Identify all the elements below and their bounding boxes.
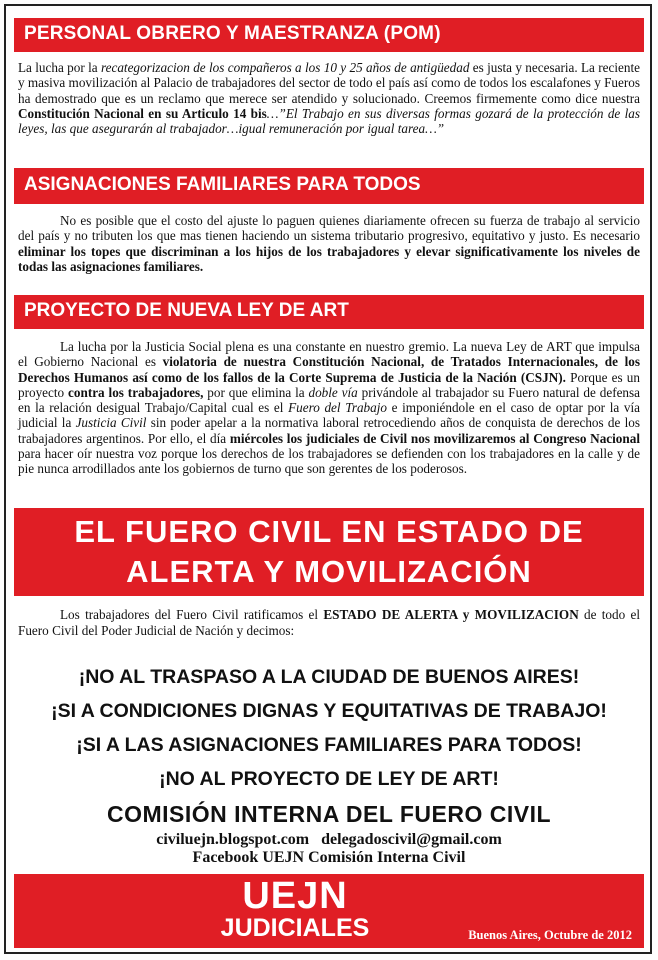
section-title-asignaciones: ASIGNACIONES FAMILIARES PARA TODOS	[24, 174, 421, 195]
text-run: La lucha por la Justicia Social plena es una constante en nuestro gremio. La nueva Ley de ART que impulsa el Gobierno Nacional es	[18, 339, 640, 370]
contact-block	[0, 831, 658, 867]
text-run: privándole al trabajador su Fuero natural de defensa en la relación desigual Trabajo/Capital cual es el	[18, 384, 641, 416]
footer-banner	[14, 874, 644, 948]
text-run-bold: eliminar los topes que discriminan a los hijos de los trabajadores y elevar significativamente los niveles de todas las asignaciones familiares.	[18, 243, 640, 274]
text-run: e imponiéndole en el caso de optar por la vía judicial la	[18, 400, 640, 431]
text-run-bold: Constitución Nacional en su Articulo 14 bis	[18, 105, 267, 121]
blog-link[interactable]: civiluejn.blogspot.com	[156, 831, 310, 848]
headline-line-1: EL FUERO CIVIL EN ESTADO DE	[74, 514, 584, 549]
text-run: No es posible que el costo del ajuste lo paguen quienes diariamente ofrecen su fuerza de trabajo al servicio del país y no tributen los que mas tienen haciendo un sistema tributario progresivo, equitativo y justo. Es necesario	[18, 213, 640, 244]
section-heading-pom	[14, 18, 644, 52]
text-run: sin poder apelar a la normativa laboral retrocediendo años de conquista de derechos de los trabajadores argentinos. Por ello, el día	[18, 415, 640, 446]
section-body-pom	[18, 60, 640, 136]
slogan-item: ¡NO AL PROYECTO DE LEY DE ART!	[159, 768, 499, 790]
uejn-logo-subtitle: JUDICIALES	[220, 914, 370, 942]
dateline: Buenos Aires, Octubre de 2012	[468, 928, 632, 942]
slogan-item: ¡SI A CONDICIONES DIGNAS Y EQUITATIVAS DE TRABAJO!	[51, 700, 607, 722]
text-run: Los trabajadores del Fuero Civil ratificamos el	[60, 607, 324, 622]
section-heading-asignaciones	[14, 168, 644, 204]
slogan-item: ¡SI A LAS ASIGNACIONES FAMILIARES PARA TODOS!	[76, 734, 582, 756]
section-title-art: PROYECTO DE NUEVA LEY DE ART	[24, 300, 349, 321]
text-run-bold: miércoles los judiciales de Civil nos movilizaremos al Congreso Nacional	[229, 430, 640, 446]
text-run-italic: …”El Trabajo en sus diversas formas gozará de la protección de las leyes, las que asegurarán al trabajador…igual remuneración por igual tarea…”	[18, 105, 640, 137]
section-body-asignaciones	[18, 213, 640, 274]
text-run-bold: violatoria de nuestra Constitución Nacional, de Tratados Internacionales, de los Derechos Humanos así como de los fallos de la Corte Suprema de Justicia de la Nación (CSJN).	[18, 354, 640, 385]
text-run: para hacer oír nuestra voz porque los derechos de los trabajadores se defienden con los trabajadores en la calle y de pie nunca arrodillados ante los gobiernos de turno que son gerentes de los poderosos.	[18, 446, 640, 477]
text-run-italic: recategorizacion de los compañeros a los 10 y 25 años de antigüedad	[100, 60, 470, 75]
text-run: es justa y necesaria. La reciente y masiva movilización al Palacio de trabajadores del sector de todo el país así como de todos los escalafones y Fueros ha demostrado que es un reclamo que merece ser atendido y solucionado. Creemos firmemente como dice nuestra	[18, 60, 640, 106]
section-heading-art	[14, 295, 644, 329]
text-run: La lucha por la	[18, 60, 101, 75]
facebook-link[interactable]: Facebook UEJN Comisión Interna Civil	[192, 849, 466, 866]
signature-title: COMISIÓN INTERNA DEL FUERO CIVIL	[106, 801, 552, 827]
text-run-bold: ESTADO DE ALERTA y MOVILIZACION	[323, 607, 579, 622]
text-run-bold: contra los trabajadores,	[68, 384, 204, 400]
uejn-logo: UEJN	[242, 875, 348, 917]
text-run: de todo el Fuero Civil del Poder Judicial de Nación y decimos:	[18, 607, 640, 638]
email-link[interactable]: delegadoscivil@gmail.com	[321, 831, 502, 848]
slogan-item: ¡NO AL TRASPASO A LA CIUDAD DE BUENOS AIRES!	[78, 666, 580, 688]
slogan-list	[14, 663, 644, 799]
text-run-italic: Justicia Civil	[75, 415, 147, 431]
headline-line-2: ALERTA Y MOVILIZACIÓN	[126, 554, 532, 589]
headline-banner	[14, 508, 644, 596]
text-run: por que elimina la	[203, 384, 309, 400]
declaration-paragraph	[18, 607, 640, 638]
text-run-italic: doble vía	[308, 384, 358, 400]
section-body-art	[18, 339, 640, 477]
text-run-italic: Fuero del Trabajo	[288, 400, 387, 416]
text-run: Porque es un proyecto	[18, 369, 640, 400]
section-title-pom: PERSONAL OBRERO Y MAESTRANZA (POM)	[24, 23, 441, 44]
